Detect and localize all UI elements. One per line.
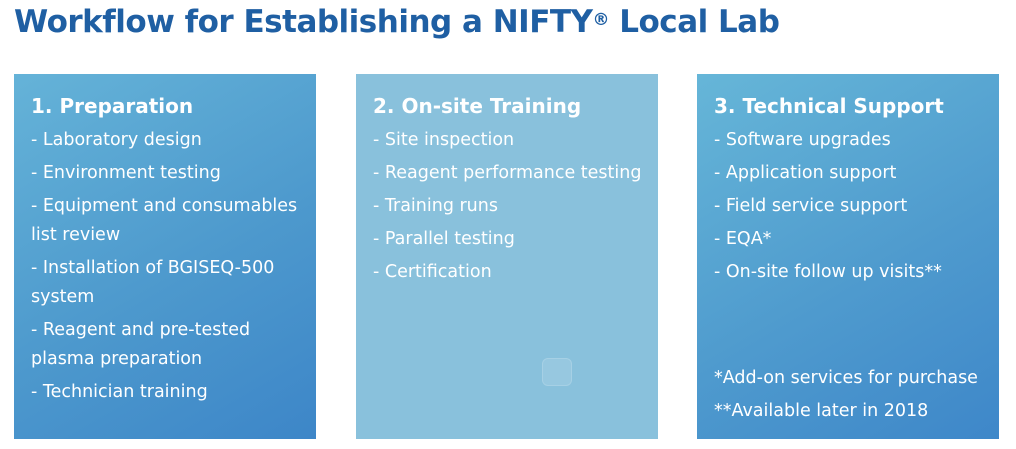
footnotes <box>714 360 991 426</box>
card-title-technical-support: 3. Technical Support <box>714 94 944 118</box>
list-item: - Parallel testing <box>373 229 515 249</box>
card-preparation <box>14 74 316 439</box>
list-item: - Laboratory design <box>31 130 202 150</box>
list-item: - EQA* <box>714 229 772 249</box>
list-item: - Field service support <box>714 196 908 216</box>
footnote-availability: **Available later in 2018 <box>714 401 929 421</box>
list-item: - Installation of BGISEQ-500 system <box>31 258 275 307</box>
footnote-add-on: *Add-on services for purchase <box>714 368 978 388</box>
list-item: - Training runs <box>373 196 498 216</box>
list-item: - Application support <box>714 163 897 183</box>
list-item: - On-site follow up visits** <box>714 262 942 282</box>
title-suffix: Local Lab <box>608 4 780 40</box>
list-item: - Reagent and pre-tested plasma preparation <box>31 320 251 369</box>
list-item: - Reagent performance testing <box>373 163 642 183</box>
preparation-list <box>31 126 304 407</box>
list-item: - Site inspection <box>373 130 515 150</box>
registered-mark: ® <box>592 10 609 30</box>
onsite-training-list <box>373 126 646 287</box>
card-technical-support <box>697 74 999 439</box>
list-item: - Equipment and consumables list review <box>31 196 298 245</box>
watermark-icon <box>542 358 572 386</box>
card-onsite-training <box>356 74 658 439</box>
title-text: Workflow for Establishing a NIFTY <box>14 4 593 40</box>
list-item: - Technician training <box>31 382 208 402</box>
card-title-preparation: 1. Preparation <box>31 94 194 118</box>
card-title-onsite-training: 2. On-site Training <box>373 94 582 118</box>
list-item: - Environment testing <box>31 163 221 183</box>
technical-support-list <box>714 126 987 287</box>
list-item: - Software upgrades <box>714 130 891 150</box>
list-item: - Certification <box>373 262 492 282</box>
page-title <box>14 2 779 42</box>
